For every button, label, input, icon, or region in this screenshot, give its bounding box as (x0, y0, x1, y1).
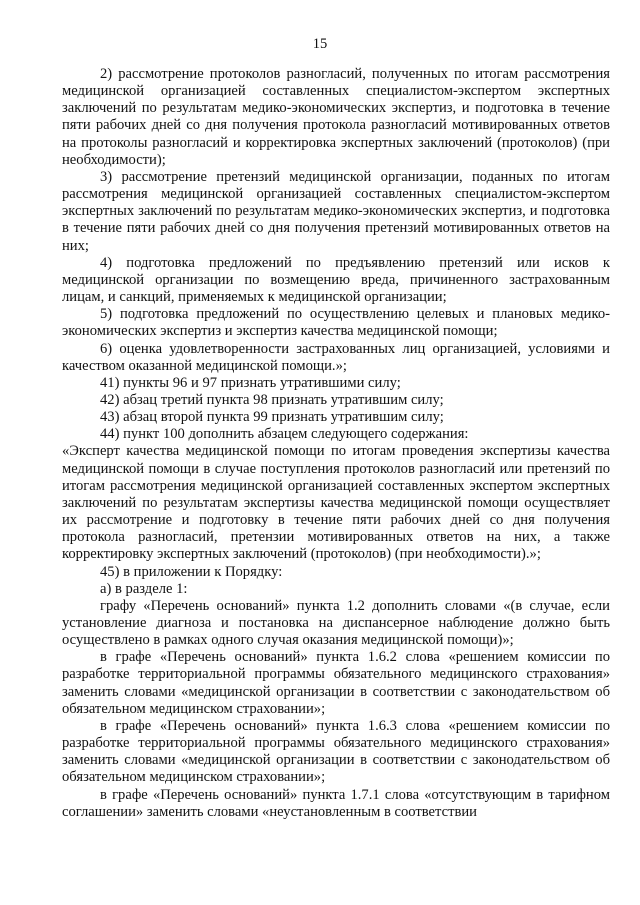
document-body (62, 66, 610, 821)
paragraph-item-41: 41) пункты 96 и 97 признать утратившими силу; (100, 374, 401, 391)
amendment-1-2: графу «Перечень оснований» пункта 1.2 дополнить словами «(в случае, если установление диагноза и постановка на диспансерное наблюдение должно быть осуществлено в рамках одного случая оказания медицинской помощи)»; (62, 597, 610, 649)
amendment-1-6-3: в графе «Перечень оснований» пункта 1.6.3 слова «решением комиссии по разработке территориальной программы обязательного медицинского страхования» заменить словами «медицинской организации в соответствии с законодательством об обязательном медицинском страховании»; (62, 717, 610, 786)
paragraph-item-6: 6) оценка удовлетворенности застрахованных лиц организацией, условиями и качеством оказанной медицинской помощи.»; (62, 340, 610, 374)
amendment-1-6-2: в графе «Перечень оснований» пункта 1.6.2 слова «решением комиссии по разработке территориальной программы обязательного медицинского страхования» заменить словами «медицинской организации в соответствии с законодательством об обязательном медицинском страховании»; (62, 649, 610, 717)
paragraph-item-43: 43) абзац второй пункта 99 признать утратившим силу; (100, 409, 444, 426)
paragraph-item-3: 3) рассмотрение претензий медицинской организации, поданных по итогам рассмотрения медицинской организацией составленных специалистом-экспертом экспертных заключений по результатам медико-экономических экспертиз, и подготовка в течение пяти рабочих дней со дня получения претензий мотивированных ответов на них; (62, 168, 610, 254)
paragraph-item-44: 44) пункт 100 дополнить абзацем следующего содержания: (100, 426, 469, 443)
page-number: 15 (312, 36, 328, 52)
quoted-paragraph: «Эксперт качества медицинской помощи по итогам проведения экспертизы качества медицинской помощи в случае поступления протоколов разногласий или претензий по итогам рассмотрения медицинской организацией составленных экспертом экспертных заключений по результатам экспертизы качества медицинской помощи осуществляет их рассмотрение и подготовку в течение пяти рабочих дней со дня получения протокола разногласий, претензии мотивированных ответов на них, а также корректировку экспертных заключений (протоколов) (при необходимости).»; (62, 443, 610, 563)
amendment-1-7-1: в графе «Перечень оснований» пункта 1.7.1 слова «отсутствующим в тарифном соглашении» заменить словами «неустановленным в соответствии (62, 786, 610, 820)
paragraph-item-4: 4) подготовка предложений по предъявлению претензий или исков к медицинской организации по возмещению вреда, причиненного застрахованным лицам, и санкций, применяемых к медицинской организации; (62, 254, 610, 306)
subitem-a: а) в разделе 1: (100, 580, 188, 597)
paragraph-item-2: 2) рассмотрение протоколов разногласий, полученных по итогам рассмотрения медицинской организацией составленных специалистом-экспертом экспертных заключений по результатам медико-экономических экспертиз, и подготовка в течение пяти рабочих дней со дня получения протокола разногласий мотивированных ответов на протоколы разногласий и корректировка экспертных заключений (протоколов) (при необходимости); (62, 66, 610, 168)
paragraph-item-45: 45) в приложении к Порядку: (100, 563, 283, 580)
paragraph-item-5: 5) подготовка предложений по осуществлению целевых и плановых медико-экономических экспертиз и экспертиз качества медицинской помощи; (62, 306, 610, 340)
paragraph-item-42: 42) абзац третий пункта 98 признать утратившим силу; (100, 391, 444, 408)
